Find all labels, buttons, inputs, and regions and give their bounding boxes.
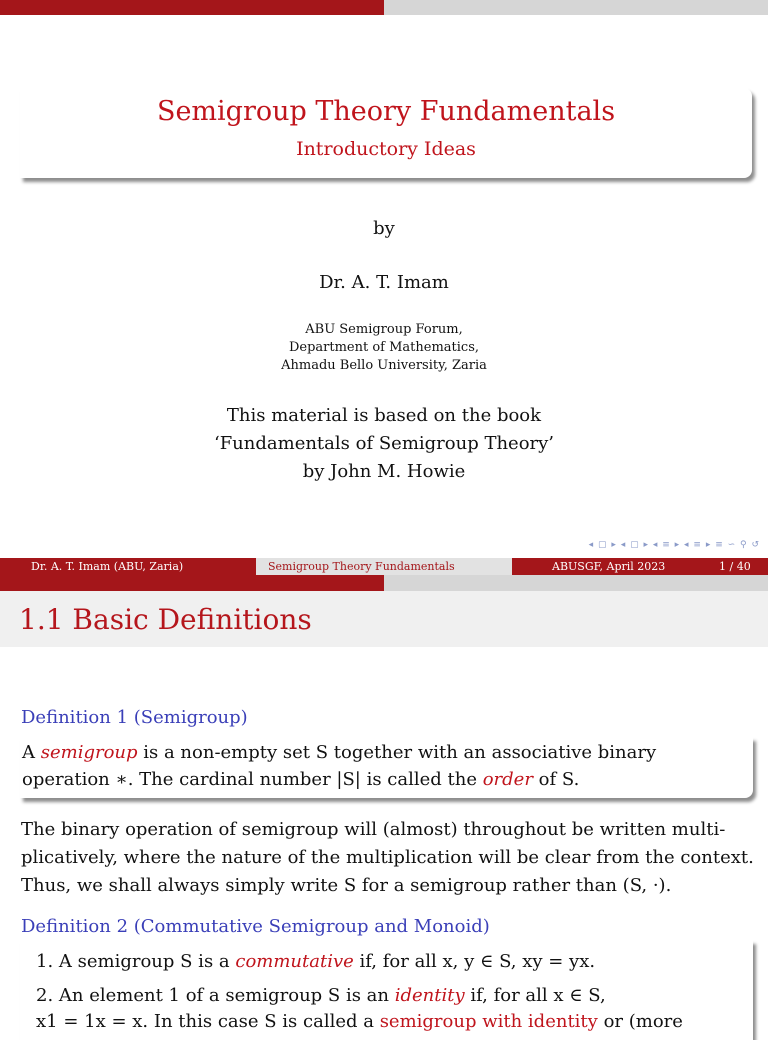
title-block xyxy=(20,88,752,178)
list-item xyxy=(36,982,606,1009)
text-run: is a non-empty set S together with an associative binary xyxy=(137,742,657,763)
institution-line: Ahmadu Bello University, Zaria xyxy=(281,358,487,373)
paragraph-line: plicatively, where the nature of the multiplication will be clear from the context. xyxy=(21,847,754,868)
presentation-title: Semigroup Theory Fundamentals xyxy=(156,96,616,127)
term-commutative: commutative xyxy=(235,951,354,972)
institution-line: ABU Semigroup Forum, xyxy=(305,322,463,337)
institution-line: Department of Mathematics, xyxy=(288,340,480,355)
text-run: if, for all x ∈ S, xyxy=(464,985,606,1006)
institution xyxy=(0,321,768,375)
definition-1-heading: Definition 1 (Semigroup) xyxy=(21,707,248,728)
definition-2-heading: Definition 2 (Commutative Semigroup and Monoid) xyxy=(21,916,490,937)
footer-event: ABUSGF, April 2023 xyxy=(552,560,666,573)
text-run: operation ∗. The cardinal number |S| is called the xyxy=(22,769,483,790)
header-bar-red xyxy=(0,0,384,15)
header-bar xyxy=(0,0,768,15)
source-note xyxy=(0,402,768,486)
term-semigroup-with-identity: semigroup with identity xyxy=(379,1011,598,1032)
text-run: or (more xyxy=(597,1011,683,1032)
text-run: 2. An element 1 of a semigroup S is an xyxy=(36,985,395,1006)
by-label: by xyxy=(373,218,395,239)
source-line: ‘Fundamentals of Semigroup Theory’ xyxy=(213,433,555,454)
footer-title-cell xyxy=(256,558,512,575)
term-identity: identity xyxy=(394,985,465,1006)
presentation-subtitle: Introductory Ideas xyxy=(296,138,476,160)
explanatory-paragraph xyxy=(21,816,761,900)
text-run: of S. xyxy=(532,769,580,790)
footer-bar xyxy=(0,558,768,575)
footer-title: Semigroup Theory Fundamentals xyxy=(268,560,455,573)
list-item-continuation xyxy=(36,1008,683,1035)
footer-author: Dr. A. T. Imam (ABU, Zaria) xyxy=(31,560,184,573)
frame-title-bar xyxy=(0,591,768,647)
paragraph-line: Thus, we shall always simply write S for a semigroup rather than (S, ·). xyxy=(21,875,672,896)
list-item xyxy=(36,948,595,975)
source-line: by John M. Howie xyxy=(302,461,466,482)
definition-1-body xyxy=(22,739,656,793)
text-run: A xyxy=(22,742,41,763)
footer-page-number: 1 / 40 xyxy=(719,560,751,573)
source-line: This material is based on the book xyxy=(226,405,542,426)
term-order: order xyxy=(482,769,533,790)
frame-title: 1.1 Basic Definitions xyxy=(19,603,312,636)
text-run: 1. A semigroup S is a xyxy=(36,951,236,972)
author-name: Dr. A. T. Imam xyxy=(319,272,449,293)
definition-1-block xyxy=(20,737,753,798)
footer-author-cell xyxy=(0,558,256,575)
text-run: if, for all x, y ∈ S, xy = yx. xyxy=(353,951,596,972)
header-bar xyxy=(0,575,768,591)
beamer-navigation-icons[interactable]: ◂ ▢ ▸ ◂ ▢ ▸ ◂ ≡ ▸ ◂ ≡ ▸ ≡ ∽ ⚲ ↺ xyxy=(588,540,760,550)
text-run: x1 = 1x = x. In this case S is called a xyxy=(36,1011,380,1032)
paragraph-line: The binary operation of semigroup will (almost) throughout be written multi- xyxy=(21,819,726,840)
footer-info-cell xyxy=(512,558,768,575)
term-semigroup: semigroup xyxy=(40,742,138,763)
header-bar-red xyxy=(0,575,384,591)
